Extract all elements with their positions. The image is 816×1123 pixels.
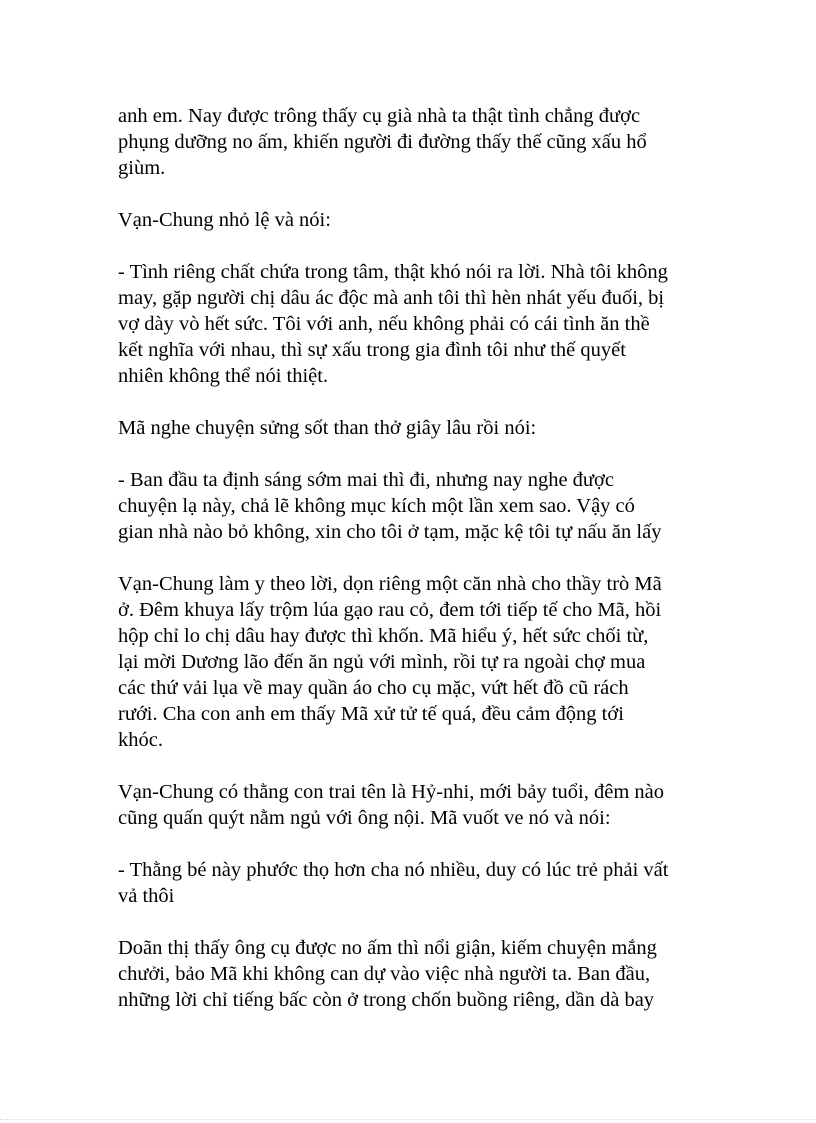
- text-line: Mã nghe chuyện sửng sốt than thở giây lâu rồi nói:: [118, 417, 537, 439]
- paragraph: [118, 103, 704, 181]
- text-line: - Thằng bé này phước thọ hơn cha nó nhiều, duy có lúc trẻ phải vất: [118, 859, 669, 881]
- text-line: Vạn-Chung có thằng con trai tên là Hỷ-nhi, mới bảy tuổi, đêm nào: [118, 781, 664, 803]
- text-line: kết nghĩa với nhau, thì sự xấu trong gia đình tôi như thế quyết: [118, 339, 626, 361]
- text-line: vả thôi: [118, 885, 175, 907]
- paragraph: [118, 415, 704, 441]
- text-line: cũng quấn quýt nằm ngủ với ông nội. Mã vuốt ve nó và nói:: [118, 807, 611, 829]
- text-line: những lời chỉ tiếng bấc còn ở trong chốn buồng riêng, dần dà bay: [118, 989, 655, 1011]
- text-line: lại mời Dương lão đến ăn ngủ với mình, rồi tự ra ngoài chợ mua: [118, 651, 646, 673]
- text-line: nhiên không thể nói thiệt.: [118, 365, 329, 387]
- text-line: Doãn thị thấy ông cụ được no ấm thì nổi giận, kiếm chuyện mắng: [118, 937, 657, 959]
- text-line: Vạn-Chung nhỏ lệ và nói:: [118, 209, 331, 231]
- text-line: gian nhà nào bỏ không, xin cho tôi ở tạm, mặc kệ tôi tự nấu ăn lấy: [118, 521, 662, 543]
- paragraph: [118, 857, 704, 909]
- text-line: - Ban đầu ta định sáng sớm mai thì đi, nhưng nay nghe được: [118, 469, 614, 491]
- page-bottom-divider: [0, 1119, 816, 1120]
- text-line: vợ dày vò hết sức. Tôi với anh, nếu không phải có cái tình ăn thề: [118, 313, 650, 335]
- text-line: Vạn-Chung làm y theo lời, dọn riêng một căn nhà cho thầy trò Mã: [118, 573, 662, 595]
- paragraph: [118, 779, 704, 831]
- paragraph: [118, 935, 704, 1013]
- text-line: khóc.: [118, 729, 163, 751]
- text-line: may, gặp người chị dâu ác độc mà anh tôi thì hèn nhát yếu đuối, bị: [118, 287, 665, 309]
- text-line: các thứ vải lụa về may quần áo cho cụ mặc, vứt hết đồ cũ rách: [118, 677, 629, 699]
- text-line: hộp chỉ lo chị dâu hay được thì khốn. Mã hiểu ý, hết sức chối từ,: [118, 625, 649, 647]
- body-text: [118, 103, 704, 1039]
- text-line: chuyện lạ này, chả lẽ không mục kích một lần xem sao. Vậy có: [118, 495, 635, 517]
- text-line: - Tình riêng chất chứa trong tâm, thật khó nói ra lời. Nhà tôi không: [118, 261, 668, 283]
- text-line: chưởi, bảo Mã khi không can dự vào việc nhà người ta. Ban đầu,: [118, 963, 651, 985]
- paragraph: [118, 467, 704, 545]
- text-line: anh em. Nay được trông thấy cụ già nhà ta thật tình chẳng được: [118, 105, 641, 127]
- text-line: phụng dưỡng no ấm, khiến người đi đường thấy thế cũng xấu hổ: [118, 131, 647, 153]
- text-line: giùm.: [118, 157, 166, 179]
- paragraph: [118, 571, 704, 753]
- text-line: ở. Đêm khuya lấy trộm lúa gạo rau cỏ, đem tới tiếp tế cho Mã, hồi: [118, 599, 662, 621]
- text-line: rưới. Cha con anh em thấy Mã xử tử tế quá, đều cảm động tới: [118, 703, 624, 725]
- paragraph: [118, 259, 704, 389]
- paragraph: [118, 207, 704, 233]
